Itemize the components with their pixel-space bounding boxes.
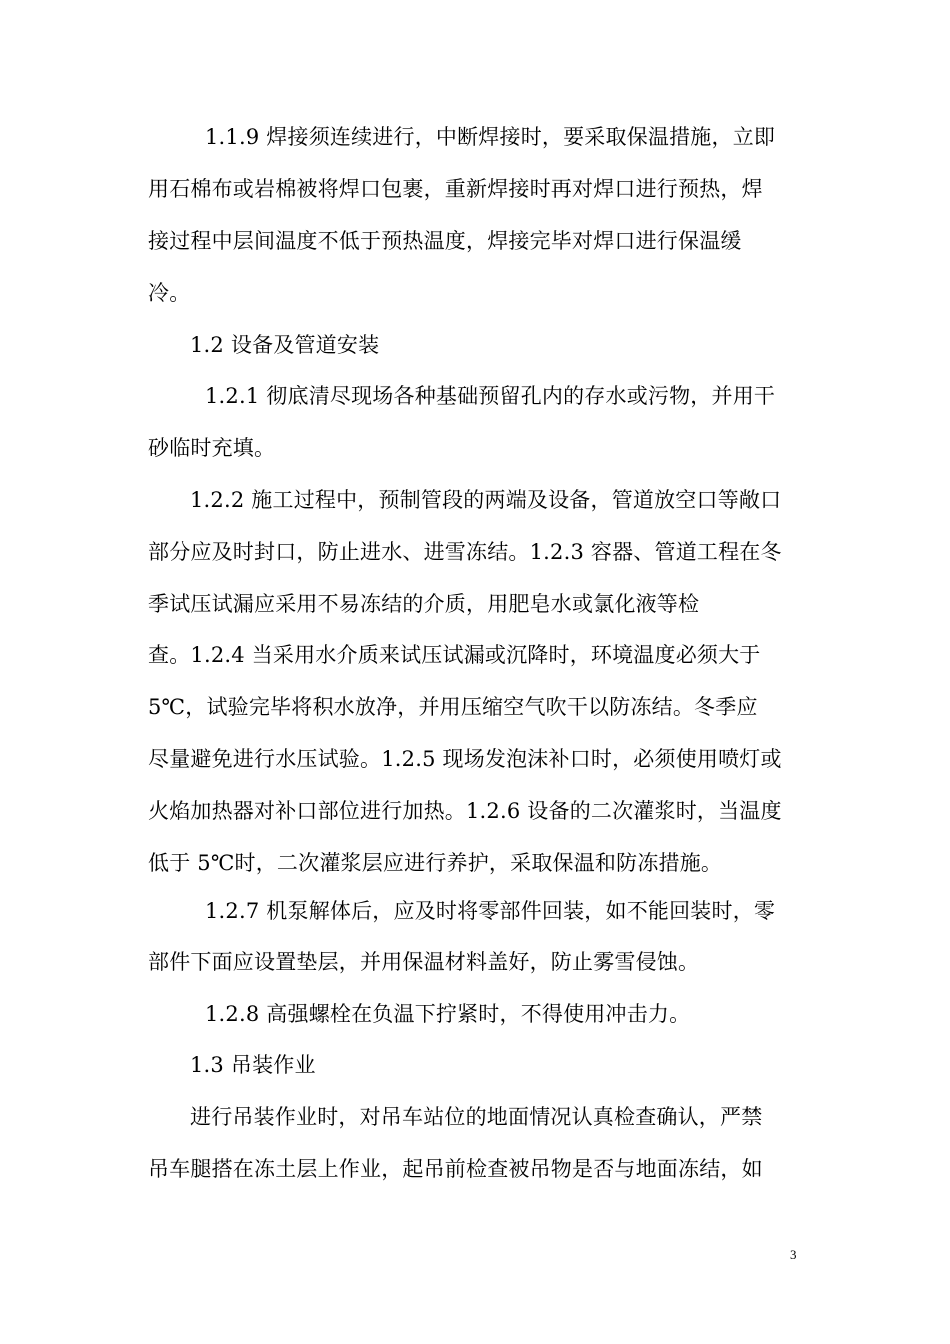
paragraph-1-2-7-line-1: 1.2.7 机泵解体后，应及时将零部件回装，如不能回装时，零: [205, 899, 776, 923]
section-heading-1-2: 1.2 设备及管道安装: [190, 333, 380, 357]
page-number: 3: [790, 1247, 797, 1262]
paragraph-1-2-8-line-1: 1.2.8 高强螺栓在负温下拧紧时，不得使用冲击力。: [205, 1002, 691, 1026]
paragraph-1-2-2-line-1: 1.2.2 施工过程中，预制管段的两端及设备，管道放空口等敞口: [190, 488, 782, 512]
paragraph-lifting-line-2: 吊车腿搭在冻土层上作业，起吊前检查被吊物是否与地面冻结，如: [148, 1157, 763, 1181]
paragraph-1-1-9-line-3: 接过程中层间温度不低于预热温度，焊接完毕对焊口进行保温缓: [148, 229, 742, 253]
paragraph-1-2-2-line-3: 季试压试漏应采用不易冻结的介质，用肥皂水或氯化液等检: [148, 592, 700, 616]
paragraph-1-2-2-line-8: 低于 5℃时，二次灌浆层应进行养护，采取保温和防冻措施。: [148, 851, 723, 875]
paragraph-1-1-9-line-1: 1.1.9 焊接须连续进行，中断焊接时，要采取保温措施，立即: [205, 125, 776, 149]
paragraph-1-2-2-line-6: 尽量避免进行水压试验。1.2.5 现场发泡沫补口时，必须使用喷灯或: [148, 747, 782, 771]
section-heading-1-3: 1.3 吊装作业: [190, 1053, 316, 1077]
paragraph-1-2-2-line-4: 查。1.2.4 当采用水介质来试压试漏或沉降时，环境温度必须大于: [148, 643, 761, 667]
paragraph-1-1-9-line-2: 用石棉布或岩棉被将焊口包裹，重新焊接时再对焊口进行预热，焊: [148, 177, 763, 201]
paragraph-1-2-2-line-2: 部分应及时封口，防止进水、进雪冻结。1.2.3 容器、管道工程在冬: [148, 540, 782, 564]
paragraph-1-2-2-line-7: 火焰加热器对补口部位进行加热。1.2.6 设备的二次灌浆时，当温度: [148, 799, 782, 823]
paragraph-1-2-7-line-2: 部件下面应设置垫层，并用保温材料盖好，防止雾雪侵蚀。: [148, 950, 700, 974]
paragraph-1-2-1-line-1: 1.2.1 彻底清尽现场各种基础预留孔内的存水或污物，并用干: [205, 384, 776, 408]
paragraph-lifting-line-1: 进行吊装作业时，对吊车站位的地面情况认真检查确认，严禁: [190, 1105, 763, 1129]
paragraph-1-2-1-line-2: 砂临时充填。: [148, 436, 276, 460]
paragraph-1-2-2-line-5: 5℃，试验完毕将积水放净，并用压缩空气吹干以防冻结。冬季应: [148, 695, 758, 719]
paragraph-1-1-9-line-4: 冷。: [148, 281, 191, 305]
